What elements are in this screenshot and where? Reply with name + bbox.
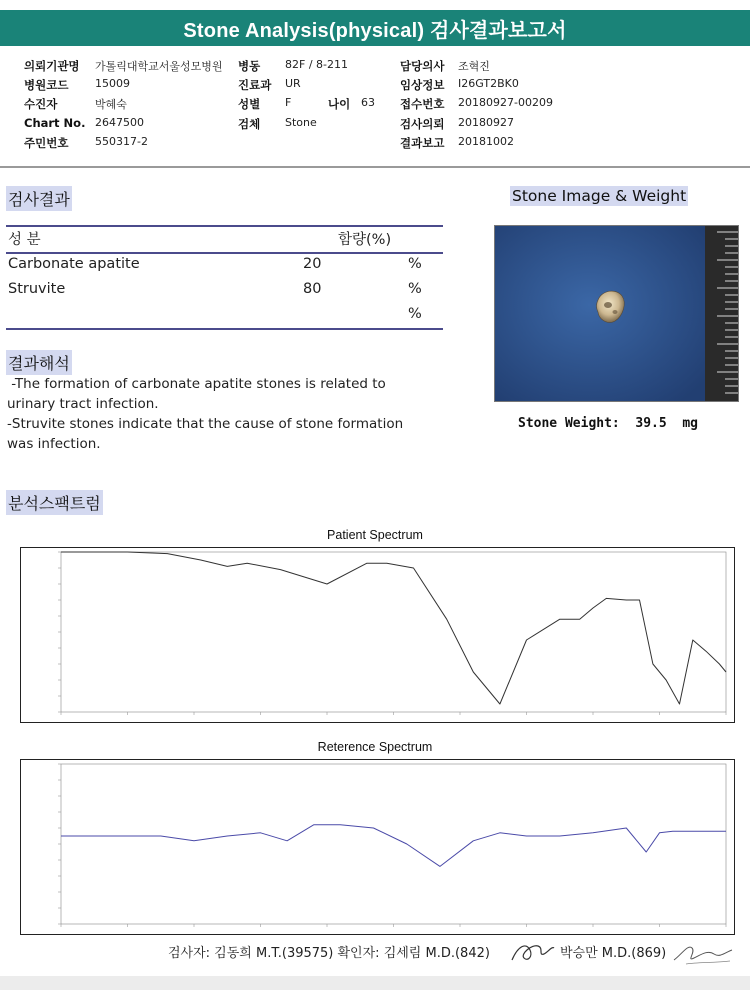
request-date-label: 검사의뢰 [400,117,445,131]
stone-weight: Stone Weight: 39.5 mg [518,416,699,431]
clinical-info-label: 임상정보 [400,78,445,92]
stone-shadow [613,310,618,314]
row-1-value: 20 [303,256,322,272]
sex-value: F [285,96,292,109]
specimen-value: Stone [285,116,317,129]
report-date-value: 20181002 [458,135,514,148]
department-label: 진료과 [238,78,272,92]
row-1-unit: % [408,256,422,272]
interpretation-line: -The formation of carbonate apatite stones is related to [7,376,386,392]
stone-photo-graphic [495,226,738,401]
report-date-label: 결과보고 [400,136,445,150]
patient-label: 수진자 [24,97,58,111]
patient-spectrum-plot [21,548,734,722]
chart-no-label: Chart No. [24,116,86,130]
ward-value: 82F / 8-211 [285,58,348,71]
bottom-bar [0,976,750,990]
doctor-label: 담당의사 [400,59,445,73]
department-value: UR [285,77,301,90]
row-2-component: Struvite [8,281,66,297]
request-date-value: 20180927 [458,116,514,129]
row-1-component: Carbonate apatite [8,256,140,272]
second-confirmer: 박승만 M.D.(869) [560,946,667,961]
reference-spectrum-plot [21,760,734,934]
signature-icon [508,936,558,966]
report-title: Stone Analysis(physical) 검사결과보고서 [0,10,750,46]
specimen-label: 검체 [238,117,261,131]
patient-spectrum-series-line [61,552,726,704]
resident-no-label: 주민번호 [24,136,69,150]
interpretation-line: was infection. [7,436,101,452]
row-2-unit: % [408,281,422,297]
resident-no-value: 550317-2 [95,135,148,148]
signature-icon [668,936,738,968]
stone-photo [494,225,739,402]
clinical-info-value: I26GT2BK0 [458,77,519,90]
chart-no-value: 2647500 [95,116,144,129]
hospital-label: 의뢰기관명 [24,59,80,73]
reference-spectrum-title: Reterence Spectrum [317,740,433,754]
stone-heading: Stone Image & Weight [512,187,687,205]
interpretation-line: -Struvite stones indicate that the cause of stone formation [7,416,404,432]
row-2-value: 80 [303,281,322,297]
interpretation-line: urinary tract infection. [7,396,159,412]
receipt-no-value: 20180927-00209 [458,96,553,109]
receipt-no-label: 접수번호 [400,97,445,111]
hospital-code-value: 15009 [95,77,130,90]
patient-info-block [0,52,750,168]
interpretation-heading: 결과해석 [6,350,72,375]
reference-spectrum-plot-frame [61,764,726,924]
interpretation-text [7,374,467,454]
hospital-code-label: 병원코드 [24,78,69,92]
age-label: 나이 [328,97,351,111]
hospital-value: 가톨릭대학교서울성모병원 [95,60,223,73]
spectrum-heading: 분석스팩트럼 [6,490,103,515]
patient-spectrum-title: Patient Spectrum [327,528,423,542]
patient-value: 박혜숙 [95,98,127,111]
doctor-value: 조혁진 [458,60,490,73]
table-top-rule [6,225,443,227]
stone-shadow [604,302,612,308]
patient-spectrum-plot-frame [61,552,726,712]
ruler-icon [705,226,738,401]
col-content-header: 함량(%) [338,232,392,248]
reference-spectrum-chart [20,759,735,935]
table-bottom-rule [6,328,443,330]
reference-spectrum-series-line [61,825,726,867]
age-value: 63 [361,96,375,109]
patient-spectrum-chart [20,547,735,723]
row-3-unit: % [408,306,422,322]
col-component-header: 성 분 [8,232,41,248]
table-header-rule [6,252,443,254]
sex-label: 성별 [238,97,261,111]
ward-label: 병동 [238,59,261,73]
results-heading: 검사결과 [6,186,72,211]
signature-line: 검사자: 김동희 M.T.(39575) 확인자: 김세림 M.D.(842) [168,946,490,961]
